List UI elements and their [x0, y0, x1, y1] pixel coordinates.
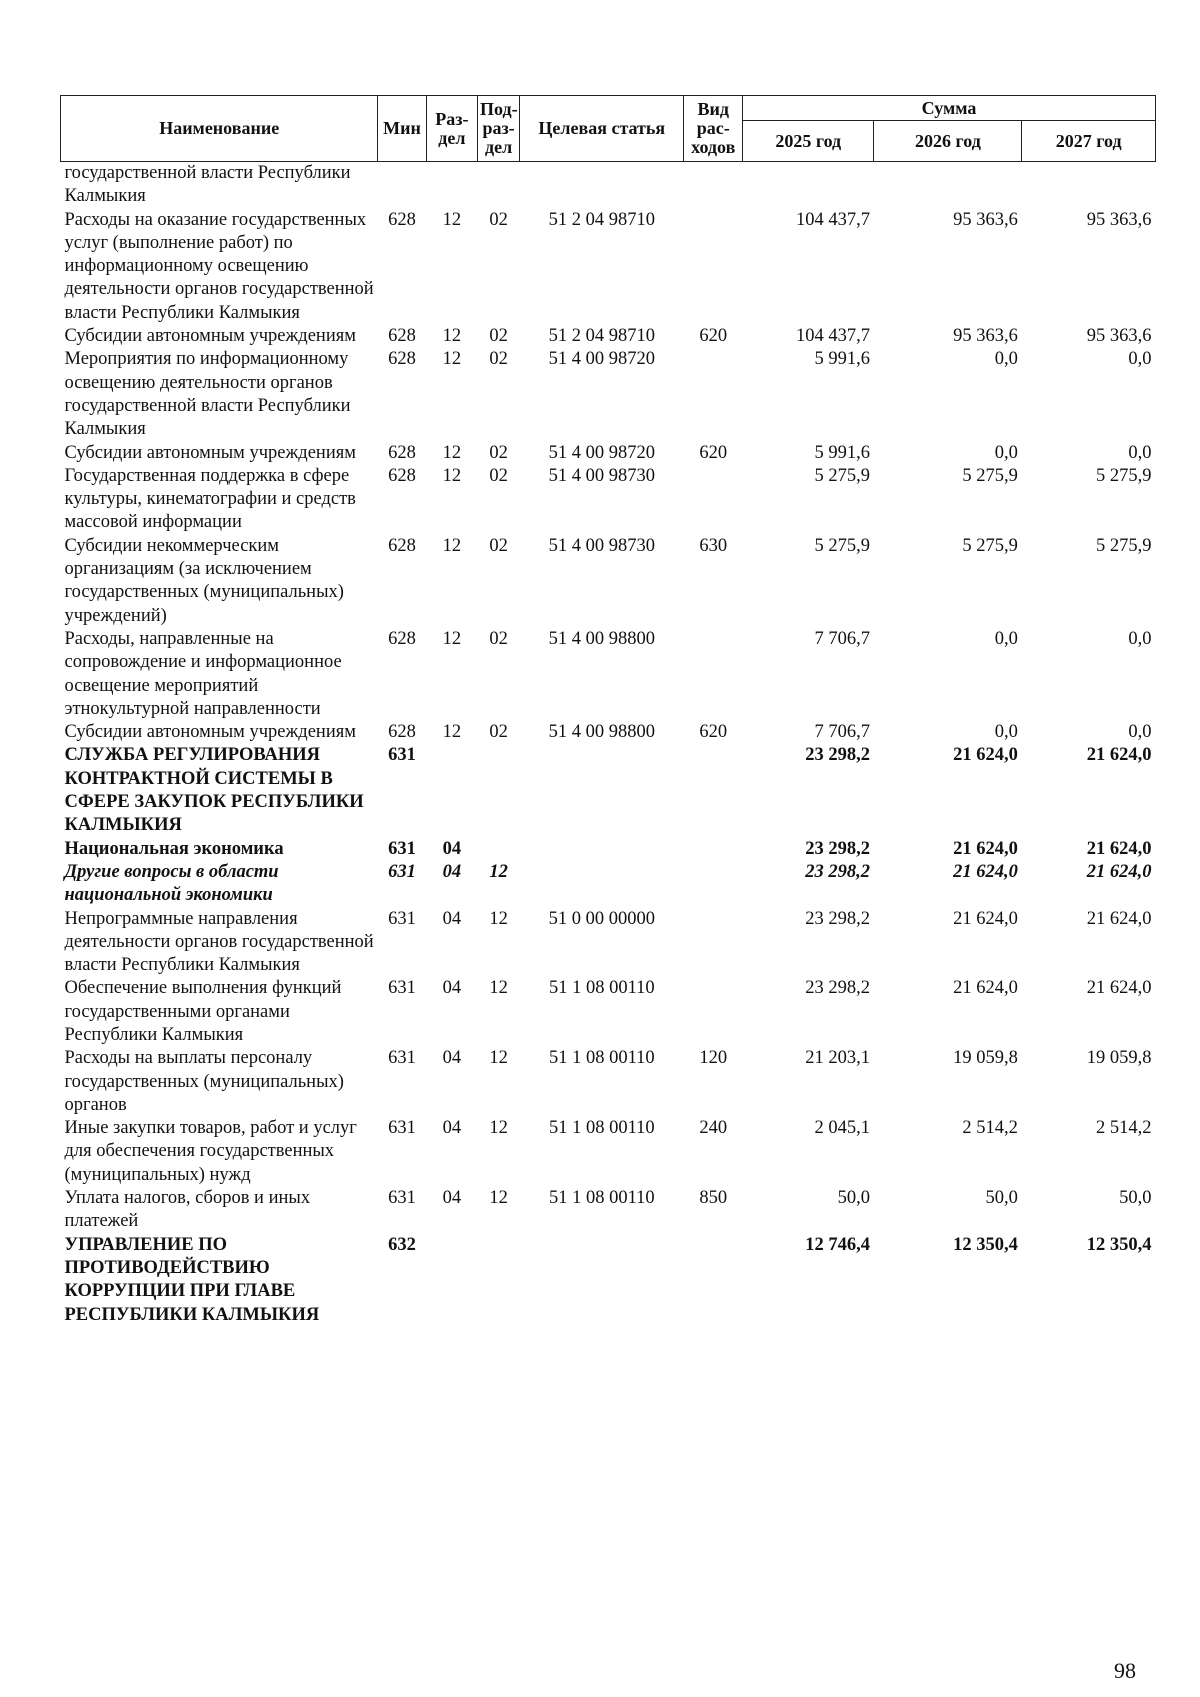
row-podrazdel: 02 [489, 442, 508, 463]
row-amount-2026: 2 514,2 [962, 1118, 1018, 1139]
row-razdel: 12 [442, 465, 462, 486]
page-number: 98 [1114, 1658, 1136, 1683]
row-name: Государственная поддержка в сфере культуры, кинематографии и средств массовой информации [64, 465, 356, 533]
row-podrazdel [478, 162, 520, 209]
row-name: Субсидии некоммерческим организациям (за исключением государственных (муниципальных) учреждений) [64, 535, 344, 626]
row-name: Субсидии автономным учреждениям [64, 722, 356, 743]
row-amount-2026: 21 624,0 [953, 908, 1018, 929]
row-min: 631 [388, 1118, 416, 1139]
table-row [61, 1187, 1156, 1234]
row-razdel [426, 744, 477, 837]
row-name: Другие вопросы в области национальной экономики [64, 861, 279, 906]
row-amount-2027: 21 624,0 [1086, 838, 1152, 859]
row-razdel [426, 1234, 477, 1327]
row-target-article [520, 861, 684, 908]
row-target-article [520, 838, 684, 861]
row-min [378, 162, 426, 209]
row-amount-2025: 5 991,6 [814, 442, 870, 463]
row-amount-2025: 23 298,2 [805, 838, 870, 859]
table-row [61, 977, 1156, 1047]
table-row [61, 908, 1156, 978]
header-podrazdel: Под-раз-дел [478, 96, 520, 162]
row-min: 628 [388, 349, 416, 370]
table-row [61, 1117, 1156, 1187]
row-target-article [520, 1234, 684, 1327]
header-year-2025: 2025 год [743, 121, 874, 162]
row-razdel: 04 [442, 861, 462, 882]
row-amount-2025: 7 706,7 [814, 722, 870, 743]
row-expense-type: 630 [699, 535, 728, 556]
table-row [61, 838, 1156, 861]
header-name: Наименование [61, 96, 378, 162]
row-podrazdel: 12 [489, 1188, 508, 1209]
row-amount-2027: 95 363,6 [1086, 209, 1152, 230]
row-min: 631 [388, 745, 416, 766]
row-amount-2026: 21 624,0 [953, 861, 1018, 882]
budget-table [60, 95, 1156, 1327]
row-target-article: 51 2 04 98710 [548, 209, 655, 230]
row-podrazdel: 02 [489, 349, 508, 370]
row-razdel: 12 [442, 349, 462, 370]
row-target-article: 51 1 08 00110 [548, 978, 655, 999]
row-amount-2026: 5 275,9 [962, 535, 1018, 556]
row-amount-2025: 21 203,1 [805, 1048, 870, 1069]
row-min: 631 [388, 978, 416, 999]
row-amount-2027: 0,0 [1128, 442, 1152, 463]
row-amount-2026: 5 275,9 [962, 465, 1018, 486]
row-amount-2026: 21 624,0 [953, 978, 1018, 999]
row-podrazdel [478, 744, 520, 837]
row-target-article: 51 1 08 00110 [548, 1048, 655, 1069]
row-podrazdel: 02 [489, 326, 508, 347]
row-expense-type: 240 [699, 1118, 728, 1139]
table-row [61, 721, 1156, 744]
row-min: 628 [388, 442, 416, 463]
row-razdel: 04 [442, 908, 462, 929]
table-row [61, 209, 1156, 325]
row-podrazdel: 02 [489, 722, 508, 743]
table-row [61, 1047, 1156, 1117]
row-amount-2025: 7 706,7 [814, 628, 870, 649]
row-amount-2027: 0,0 [1128, 722, 1152, 743]
table-row [61, 744, 1156, 837]
row-expense-type [684, 628, 743, 721]
row-amount-2025: 5 991,6 [814, 349, 870, 370]
row-name: Субсидии автономным учреждениям [64, 442, 356, 463]
row-razdel: 12 [442, 535, 462, 556]
row-amount-2026: 0,0 [994, 349, 1018, 370]
row-target-article: 51 1 08 00110 [548, 1118, 655, 1139]
row-expense-type: 620 [699, 442, 728, 463]
row-expense-type [684, 838, 743, 861]
row-expense-type [684, 209, 743, 325]
table-row [61, 861, 1156, 908]
header-target-article: Целевая статья [520, 96, 684, 162]
row-min: 631 [388, 861, 416, 882]
row-podrazdel: 02 [489, 628, 508, 649]
row-name: Мероприятия по информационному освещению деятельности органов государственной власти Республики Калмыкия [64, 349, 351, 440]
row-expense-type: 120 [699, 1048, 728, 1069]
row-amount-2027: 5 275,9 [1096, 465, 1152, 486]
row-min: 631 [388, 1048, 416, 1069]
row-amount-2025: 23 298,2 [805, 978, 870, 999]
row-amount-2026: 0,0 [994, 442, 1018, 463]
row-min: 628 [388, 535, 416, 556]
row-razdel: 04 [442, 1118, 462, 1139]
row-razdel: 12 [442, 442, 462, 463]
row-amount-2027: 21 624,0 [1086, 745, 1152, 766]
header-min: Мин [378, 96, 426, 162]
table-row [61, 348, 1156, 441]
row-amount-2026: 12 350,4 [953, 1234, 1018, 1255]
header-expense-type: Вид рас-ходов [684, 96, 743, 162]
row-amount-2026: 0,0 [994, 628, 1018, 649]
header-year-2026: 2026 год [874, 121, 1022, 162]
row-amount-2025: 50,0 [837, 1188, 870, 1209]
row-podrazdel: 02 [489, 209, 508, 230]
table-row [61, 465, 1156, 535]
row-amount-2027: 19 059,8 [1086, 1048, 1152, 1069]
row-min: 628 [388, 209, 416, 230]
row-min: 631 [388, 1188, 416, 1209]
row-razdel: 04 [442, 1188, 462, 1209]
row-podrazdel: 12 [489, 978, 508, 999]
row-podrazdel: 12 [489, 861, 508, 882]
table-body [61, 162, 1156, 1327]
row-name: УПРАВЛЕНИЕ ПО ПРОТИВОДЕЙСТВИЮ КОРРУПЦИИ ПРИ ГЛАВЕ РЕСПУБЛИКИ КАЛМЫКИЯ [64, 1234, 320, 1325]
row-amount-2026: 21 624,0 [953, 745, 1018, 766]
row-name: Уплата налогов, сборов и иных платежей [64, 1188, 311, 1232]
row-min: 628 [388, 628, 416, 649]
row-expense-type: 620 [699, 326, 728, 347]
row-expense-type [684, 348, 743, 441]
row-min: 632 [388, 1234, 416, 1255]
row-razdel: 12 [442, 628, 462, 649]
row-amount-2026: 19 059,8 [953, 1048, 1018, 1069]
header-summa: Сумма [743, 96, 1156, 121]
row-target-article: 51 4 00 98720 [548, 349, 655, 370]
row-amount-2027: 21 624,0 [1086, 908, 1152, 929]
row-target-article [520, 744, 684, 837]
row-podrazdel [478, 1234, 520, 1327]
row-amount-2027: 21 624,0 [1086, 978, 1152, 999]
row-target-article: 51 4 00 98800 [548, 628, 655, 649]
row-amount-2026: 95 363,6 [953, 209, 1018, 230]
row-name: государственной власти Республики Калмыкия [64, 163, 351, 207]
table-row [61, 1234, 1156, 1327]
row-expense-type [684, 977, 743, 1047]
row-amount-2026: 0,0 [994, 722, 1018, 743]
row-target-article: 51 4 00 98720 [548, 442, 655, 463]
row-amount-2026: 95 363,6 [953, 326, 1018, 347]
row-amount-2027: 0,0 [1128, 349, 1152, 370]
row-razdel: 12 [442, 326, 462, 347]
table-row [61, 628, 1156, 721]
row-razdel: 04 [442, 1048, 462, 1069]
row-name: Обеспечение выполнения функций государственными органами Республики Калмыкия [64, 978, 342, 1045]
row-name: Иные закупки товаров, работ и услуг для обеспечения государственных (муниципальных) нужд [64, 1118, 357, 1185]
table-row [61, 162, 1156, 209]
row-podrazdel: 12 [489, 1118, 508, 1139]
row-amount-2027: 0,0 [1128, 628, 1152, 649]
row-expense-type [684, 162, 743, 209]
row-razdel: 04 [442, 978, 462, 999]
row-podrazdel: 12 [489, 908, 508, 929]
row-expense-type [684, 465, 743, 535]
row-min: 628 [388, 326, 416, 347]
row-target-article [520, 162, 684, 209]
row-amount-2026: 50,0 [985, 1188, 1018, 1209]
row-podrazdel: 02 [489, 465, 508, 486]
row-target-article: 51 0 00 00000 [548, 908, 655, 929]
row-name: Расходы на выплаты персоналу государственных (муниципальных) органов [64, 1048, 344, 1115]
row-expense-type [684, 861, 743, 908]
row-name: Национальная экономика [64, 838, 284, 859]
table-row [61, 325, 1156, 348]
row-amount-2025: 12 746,4 [805, 1234, 870, 1255]
row-amount-2025: 5 275,9 [814, 535, 870, 556]
row-amount-2027: 50,0 [1119, 1188, 1152, 1209]
table-header [61, 96, 1156, 162]
row-amount-2027: 5 275,9 [1096, 535, 1152, 556]
row-amount-2027: 12 350,4 [1086, 1234, 1152, 1255]
row-amount-2027 [1022, 162, 1156, 209]
row-amount-2025: 23 298,2 [805, 745, 870, 766]
row-amount-2026: 21 624,0 [953, 838, 1018, 859]
row-target-article: 51 4 00 98730 [548, 465, 655, 486]
row-name: Непрограммные направления деятельности органов государственной власти Республики Калмыкия [64, 908, 374, 976]
row-min: 628 [388, 465, 416, 486]
row-name: Расходы на оказание государственных услуг (выполнение работ) по информационному освещению деятельности органов государственной власти Республики Калмыкия [64, 209, 374, 323]
row-target-article: 51 2 04 98710 [548, 326, 655, 347]
table-row [61, 535, 1156, 628]
row-amount-2025: 104 437,7 [795, 209, 870, 230]
row-target-article: 51 4 00 98730 [548, 535, 655, 556]
row-min: 628 [388, 722, 416, 743]
row-name: Субсидии автономным учреждениям [64, 326, 356, 347]
row-expense-type [684, 908, 743, 978]
row-razdel [426, 162, 477, 209]
row-amount-2026 [874, 162, 1022, 209]
row-amount-2027: 95 363,6 [1086, 326, 1152, 347]
row-podrazdel [478, 838, 520, 861]
row-name: СЛУЖБА РЕГУЛИРОВАНИЯ КОНТРАКТНОЙ СИСТЕМЫ В СФЕРЕ ЗАКУПОК РЕСПУБЛИКИ КАЛМЫКИЯ [64, 745, 364, 836]
row-podrazdel: 02 [489, 535, 508, 556]
row-razdel: 12 [442, 209, 462, 230]
row-amount-2025: 23 298,2 [805, 861, 870, 882]
table-row [61, 442, 1156, 465]
header-year-2027: 2027 год [1022, 121, 1156, 162]
row-min: 631 [388, 838, 416, 859]
row-razdel: 04 [442, 838, 462, 859]
row-name: Расходы, направленные на сопровождение и информационное освещение мероприятий этнокультурной направленности [64, 628, 342, 719]
row-podrazdel: 12 [489, 1048, 508, 1069]
row-amount-2025: 5 275,9 [814, 465, 870, 486]
row-target-article: 51 1 08 00110 [548, 1188, 655, 1209]
row-amount-2027: 2 514,2 [1096, 1118, 1152, 1139]
row-expense-type: 850 [699, 1188, 728, 1209]
row-expense-type [684, 744, 743, 837]
row-amount-2025: 2 045,1 [814, 1118, 870, 1139]
row-min: 631 [388, 908, 416, 929]
row-target-article: 51 4 00 98800 [548, 722, 655, 743]
row-amount-2025: 23 298,2 [805, 908, 870, 929]
row-expense-type [684, 1234, 743, 1327]
header-razdel: Раз-дел [426, 96, 477, 162]
row-amount-2025: 104 437,7 [795, 326, 870, 347]
row-razdel: 12 [442, 722, 462, 743]
row-amount-2025 [743, 162, 874, 209]
row-expense-type: 620 [699, 722, 728, 743]
row-amount-2027: 21 624,0 [1086, 861, 1152, 882]
